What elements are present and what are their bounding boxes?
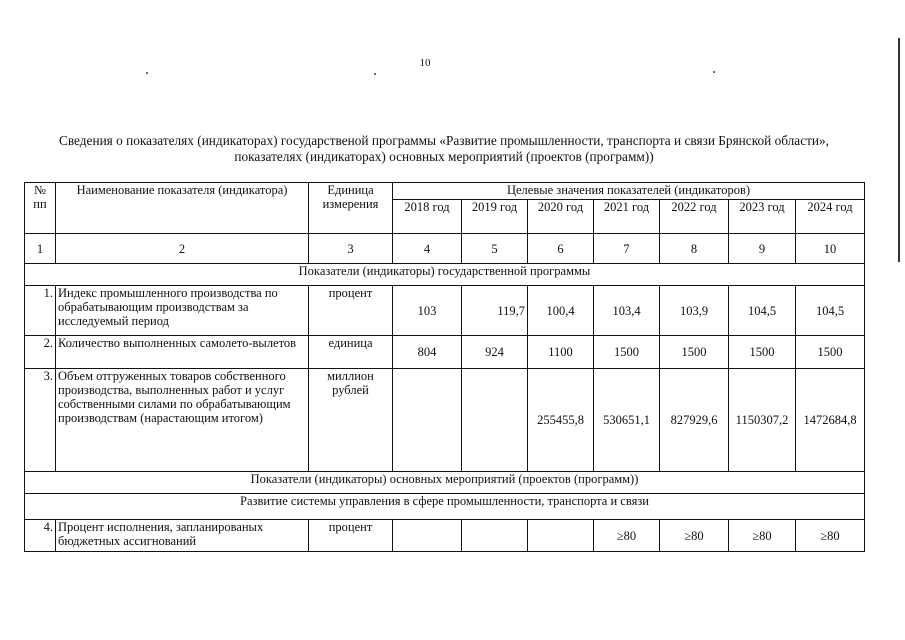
value-cell: 1150307,2 bbox=[729, 369, 796, 472]
header-year: 2019 год bbox=[462, 200, 528, 234]
header-no: № пп bbox=[25, 183, 56, 234]
indicator-unit: процент bbox=[309, 286, 393, 336]
header-year: 2020 год bbox=[528, 200, 594, 234]
subsection-management-heading: Развитие системы управления в сфере промышленности, транспорта и связи bbox=[25, 494, 865, 520]
page-number: 10 bbox=[419, 57, 431, 69]
header-row bbox=[25, 183, 865, 200]
header-name: Наименование показателя (индикатора) bbox=[56, 183, 309, 234]
value-cell: 804 bbox=[393, 336, 462, 369]
indicator-unit: миллион рублей bbox=[309, 369, 393, 472]
column-number: 6 bbox=[528, 234, 594, 264]
scan-speck bbox=[374, 73, 376, 75]
column-number: 10 bbox=[796, 234, 865, 264]
value-cell: 1472684,8 bbox=[796, 369, 865, 472]
indicator-unit: процент bbox=[309, 520, 393, 552]
value-cell: 103 bbox=[393, 286, 462, 336]
row-number: 4. bbox=[25, 520, 56, 552]
value-cell: 255455,8 bbox=[528, 369, 594, 472]
column-number: 4 bbox=[393, 234, 462, 264]
scan-speck bbox=[146, 72, 148, 74]
value-cell: ≥80 bbox=[660, 520, 729, 552]
column-numbers-row bbox=[25, 234, 865, 264]
header-year: 2024 год bbox=[796, 200, 865, 234]
scan-speck bbox=[713, 71, 715, 73]
header-unit: Единица измерения bbox=[309, 183, 393, 234]
value-cell: 103,4 bbox=[594, 286, 660, 336]
table-row bbox=[25, 286, 865, 336]
section-row bbox=[25, 472, 865, 494]
indicators-table bbox=[24, 182, 865, 552]
value-cell bbox=[393, 369, 462, 472]
value-cell: 530651,1 bbox=[594, 369, 660, 472]
header-year: 2021 год bbox=[594, 200, 660, 234]
value-cell bbox=[462, 369, 528, 472]
value-cell: 119,7 bbox=[462, 286, 528, 336]
document-title: Сведения о показателях (индикаторах) государственой программы «Развитие промышленности, транспорта и связи Брянской области», показателях (индикаторах) основных мероприятий (проектов (программ)) bbox=[58, 133, 829, 164]
scan-edge-line bbox=[898, 38, 900, 262]
column-number: 5 bbox=[462, 234, 528, 264]
header-year: 2022 год bbox=[660, 200, 729, 234]
table-row bbox=[25, 336, 865, 369]
header-year: 2018 год bbox=[393, 200, 462, 234]
section-events-heading: Показатели (индикаторы) основных мероприятий (проектов (программ)) bbox=[25, 472, 865, 494]
column-number: 3 bbox=[309, 234, 393, 264]
value-cell: 827929,6 bbox=[660, 369, 729, 472]
value-cell: ≥80 bbox=[796, 520, 865, 552]
table-row bbox=[25, 520, 865, 552]
indicator-name: Процент исполнения, запланированых бюджетных ассигнований bbox=[56, 520, 309, 552]
value-cell: ≥80 bbox=[729, 520, 796, 552]
header-year: 2023 год bbox=[729, 200, 796, 234]
value-cell: 1500 bbox=[729, 336, 796, 369]
section-row bbox=[25, 494, 865, 520]
value-cell: 103,9 bbox=[660, 286, 729, 336]
value-cell: 1500 bbox=[660, 336, 729, 369]
column-number: 2 bbox=[56, 234, 309, 264]
value-cell bbox=[393, 520, 462, 552]
section-program-heading: Показатели (индикаторы) государственной программы bbox=[25, 264, 865, 286]
indicator-name: Индекс промышленного производства по обрабатывающим производствам за исследуемый период bbox=[56, 286, 309, 336]
column-number: 1 bbox=[25, 234, 56, 264]
column-number: 9 bbox=[729, 234, 796, 264]
row-number: 3. bbox=[25, 369, 56, 472]
value-cell bbox=[528, 520, 594, 552]
column-number: 8 bbox=[660, 234, 729, 264]
value-cell: 1100 bbox=[528, 336, 594, 369]
value-cell: 1500 bbox=[594, 336, 660, 369]
value-cell: 104,5 bbox=[796, 286, 865, 336]
indicator-name: Объем отгруженных товаров собственного производства, выполненных работ и услуг собственными силами по обрабатывающим производствам (нарастающим итогом) bbox=[56, 369, 309, 472]
row-number: 2. bbox=[25, 336, 56, 369]
value-cell: 104,5 bbox=[729, 286, 796, 336]
value-cell bbox=[462, 520, 528, 552]
header-targets: Целевые значения показателей (индикаторов) bbox=[393, 183, 865, 200]
value-cell: 924 bbox=[462, 336, 528, 369]
indicator-unit: единица bbox=[309, 336, 393, 369]
row-number: 1. bbox=[25, 286, 56, 336]
column-number: 7 bbox=[594, 234, 660, 264]
value-cell: 1500 bbox=[796, 336, 865, 369]
table-row bbox=[25, 369, 865, 472]
value-cell: ≥80 bbox=[594, 520, 660, 552]
section-row bbox=[25, 264, 865, 286]
value-cell: 100,4 bbox=[528, 286, 594, 336]
indicator-name: Количество выполненных самолето-вылетов bbox=[56, 336, 309, 369]
